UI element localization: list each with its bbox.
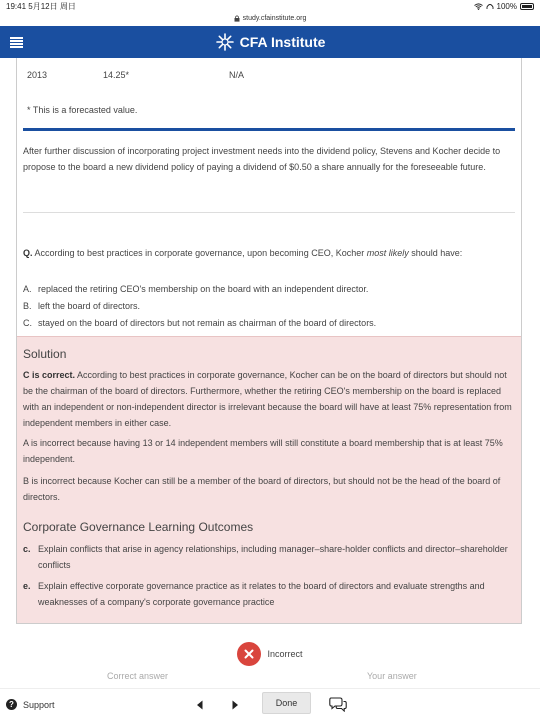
case-paragraph: After further discussion of incorporating project investment needs into the dividend policy, Stevens and Kocher decide to propose to the board a new dividend policy of paying a dividend of $0.50 a share annually for the foreseeable future. <box>23 146 501 172</box>
option-c[interactable] <box>23 315 515 332</box>
outcome-text: Explain conflicts that arise in agency relationships, including manager–share-holder conflicts and director–shareholder conflicts <box>38 544 508 570</box>
bottom-toolbar <box>0 688 540 720</box>
option-letter: B. <box>23 301 32 311</box>
next-button[interactable] <box>227 697 243 713</box>
solution-b-explanation: B is incorrect because Kocher can still be a member of the board of directors, but should not be the head of the board of directors. <box>23 476 501 502</box>
previous-button[interactable] <box>192 697 208 713</box>
option-letter: A. <box>23 284 32 294</box>
battery-percent: 100% <box>496 1 517 11</box>
support-button[interactable] <box>6 699 55 710</box>
x-circle-icon <box>237 642 261 666</box>
question-text-before: According to best practices in corporate governance, upon becoming CEO, Kocher <box>34 248 365 258</box>
solution-panel <box>17 336 521 623</box>
app-header <box>0 26 540 58</box>
table-cell-na: N/A <box>229 70 245 80</box>
solution-title: Solution <box>23 347 67 361</box>
status-time: 19:41 <box>6 1 27 11</box>
answer-labels <box>0 671 540 683</box>
learning-outcomes-list <box>23 541 515 615</box>
solution-correct-explanation <box>23 367 515 431</box>
divider <box>23 212 515 213</box>
battery-icon <box>520 3 534 10</box>
result-status <box>0 642 540 666</box>
correct-answer-label: Correct answer <box>107 671 169 681</box>
outcome-text: Explain effective corporate governance practice as it relates to the board of directors and evaluate strengths and weaknesses of a company's corporate governance practice <box>38 581 485 607</box>
status-date: 5月12日 周日 <box>28 1 76 11</box>
question-text <box>23 245 515 261</box>
outcome-letter: e. <box>23 581 31 591</box>
question-content <box>16 58 522 624</box>
wifi-icon <box>474 3 483 10</box>
result-text: Incorrect <box>267 649 303 659</box>
url-text: study.cfainstitute.org <box>242 14 307 22</box>
question-emphasis: most likely <box>366 248 409 258</box>
cfa-globe-icon <box>215 32 235 52</box>
question-circle-icon: ? <box>6 699 17 710</box>
support-label: Support <box>23 699 55 710</box>
chevron-right-icon <box>231 700 239 710</box>
menu-button[interactable] <box>2 26 30 58</box>
answer-options <box>23 281 515 332</box>
list-item <box>23 578 515 610</box>
question-label: Q. <box>23 248 33 258</box>
option-a[interactable] <box>23 281 515 298</box>
section-divider <box>23 128 515 131</box>
outcome-letter: c. <box>23 544 31 554</box>
status-bar <box>0 0 540 12</box>
done-button[interactable]: Done <box>262 692 311 714</box>
solution-a-explanation: A is incorrect because having 13 or 14 independent members will still constitute a board membership that is at least 75% independent. <box>23 438 503 464</box>
table-cell-value: 14.25* <box>103 70 130 80</box>
option-text: stayed on the board of directors but not remain as chairman of the board of directors. <box>38 318 377 328</box>
list-item <box>23 541 515 573</box>
url-bar[interactable] <box>0 12 540 24</box>
brand <box>0 32 540 52</box>
your-answer-label: Your answer <box>367 671 417 681</box>
correct-label: C is correct. <box>23 370 76 380</box>
option-letter: C. <box>23 318 32 328</box>
chevron-left-icon <box>196 700 204 710</box>
correct-text: According to best practices in corporate governance, Kocher can be on the board of directors but should not be the chairman of the board of directors. Furthermore, whether the retiring CEO's membership on the board is replaced with an independent or non-independent director is irrelevant because the board will have at least 75% representation from independent members in either case. <box>23 370 512 428</box>
question-text-after: should have: <box>411 248 463 258</box>
option-text: left the board of directors. <box>38 301 141 311</box>
forecast-note: * This is a forecasted value. <box>27 105 138 115</box>
lock-icon <box>234 15 240 22</box>
brand-name: CFA Institute <box>239 34 326 50</box>
table-cell-year: 2013 <box>27 70 48 80</box>
status-right <box>474 2 534 11</box>
option-text: replaced the retiring CEO's membership on the board with an independent director. <box>38 284 369 294</box>
option-b[interactable] <box>23 298 515 315</box>
status-left <box>6 1 76 12</box>
learning-outcomes-title: Corporate Governance Learning Outcomes <box>23 520 254 534</box>
chat-bubbles-icon[interactable] <box>329 696 347 712</box>
headphones-icon <box>486 3 494 10</box>
menu-icon <box>10 37 23 48</box>
